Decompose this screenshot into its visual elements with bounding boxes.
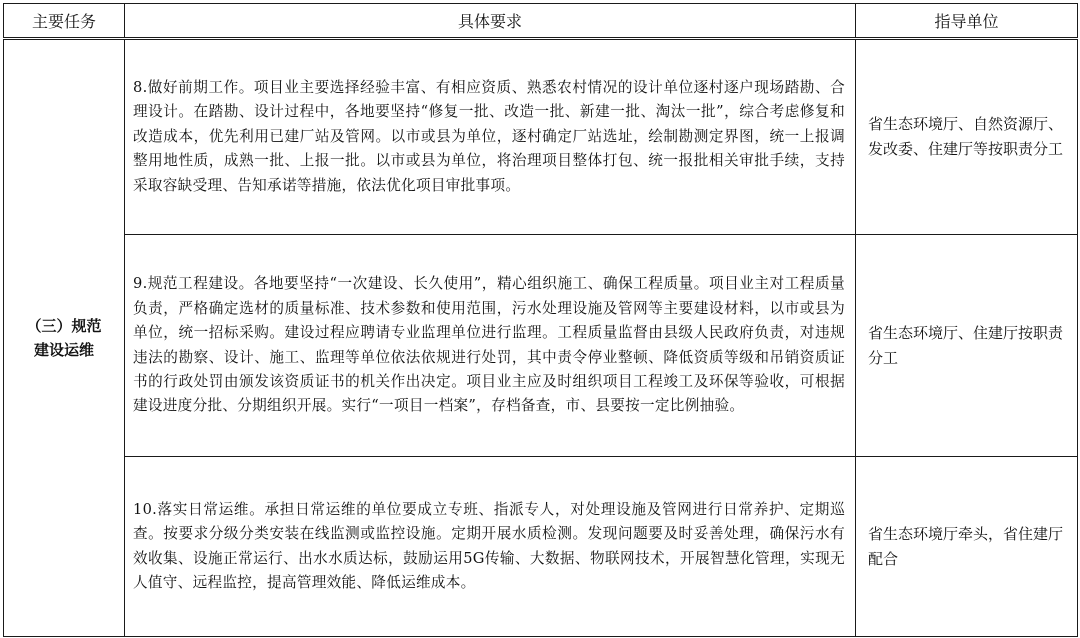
task-group-label-line1: （三）规范: [26, 317, 102, 335]
requirement-text: 9.规范工程建设。各地要坚持“一次建设、长久使用”，精心组织施工、确保工程质量。项目业主对工程质量负责，严格确定选材的质量标准、技术参数和使用范围，污水处理设施及管网等主要建设材料，以市或县为单位，统一招标采购。建设过程应聘请专业监理单位进行监理。工程质量监督由县级人民政府负责，对违规违法的勘察、设计、施工、监理等单位依法依规进行处罚，其中责令停业整顿、降低资质等级和吊销资质证书的行政处罚由颁发该资质证书的机关作出决定。项目业主应及时组织项目工程竣工及环保等验收，可根据建设进度分批、分期组织开展。实行“一项目一档案”，存档备查，市、县要按一定比例抽验。: [133, 275, 845, 415]
unit-text: 省生态环境厅、住建厅按职责分工: [868, 323, 1064, 367]
unit-text: 省生态环境厅牵头，省住建厅配合: [868, 524, 1064, 568]
requirement-cell: [125, 235, 856, 457]
header-main-task: 主要任务: [4, 4, 125, 39]
requirement-cell: [125, 457, 856, 637]
requirement-text: 10.落实日常运维。承担日常运维的单位要成立专班、指派专人，对处理设施及管网进行日常养护、定期巡查。按要求分级分类安装在线监测或监控设施。定期开展水质检测。发现问题要及时妥善处理，确保污水有效收集、设施正常运行、出水水质达标，鼓励运用5G传输、大数据、物联网技术，开展智慧化管理，实现无人值守、远程监控，提高管理效能、降低运维成本。: [133, 500, 845, 591]
unit-cell: [856, 235, 1078, 457]
header-specific-requirements: 具体要求: [125, 4, 856, 39]
table-header-row: [4, 4, 1078, 39]
unit-cell: [856, 457, 1078, 637]
table-row: [4, 235, 1078, 457]
table-row: [4, 457, 1078, 637]
header-guiding-unit: 指导单位: [856, 4, 1078, 39]
requirement-text: 8.做好前期工作。项目业主要选择经验丰富、有相应资质、熟悉农村情况的设计单位逐村逐户现场踏勘、合理设计。在踏勘、设计过程中，各地要坚持“修复一批、改造一批、新建一批、淘汰一批”，综合考虑修复和改造成本，优先利用已建厂站及管网。以市或县为单位，逐村确定厂站选址，绘制勘测定界图，统一上报调整用地性质，成熟一批、上报一批。以市或县为单位，将治理项目整体打包、统一报批相关审批手续，支持采取容缺受理、告知承诺等措施，依法优化项目审批事项。: [133, 78, 845, 194]
unit-text: 省生态环境厅、自然资源厅、发改委、住建厅等按职责分工: [868, 115, 1064, 158]
requirements-table: [3, 3, 1078, 637]
task-group-label-line2: 建设运维: [33, 341, 94, 359]
requirement-cell: [125, 39, 856, 235]
unit-cell: [856, 39, 1078, 235]
task-group-cell: [4, 39, 125, 637]
table-row: [4, 39, 1078, 235]
